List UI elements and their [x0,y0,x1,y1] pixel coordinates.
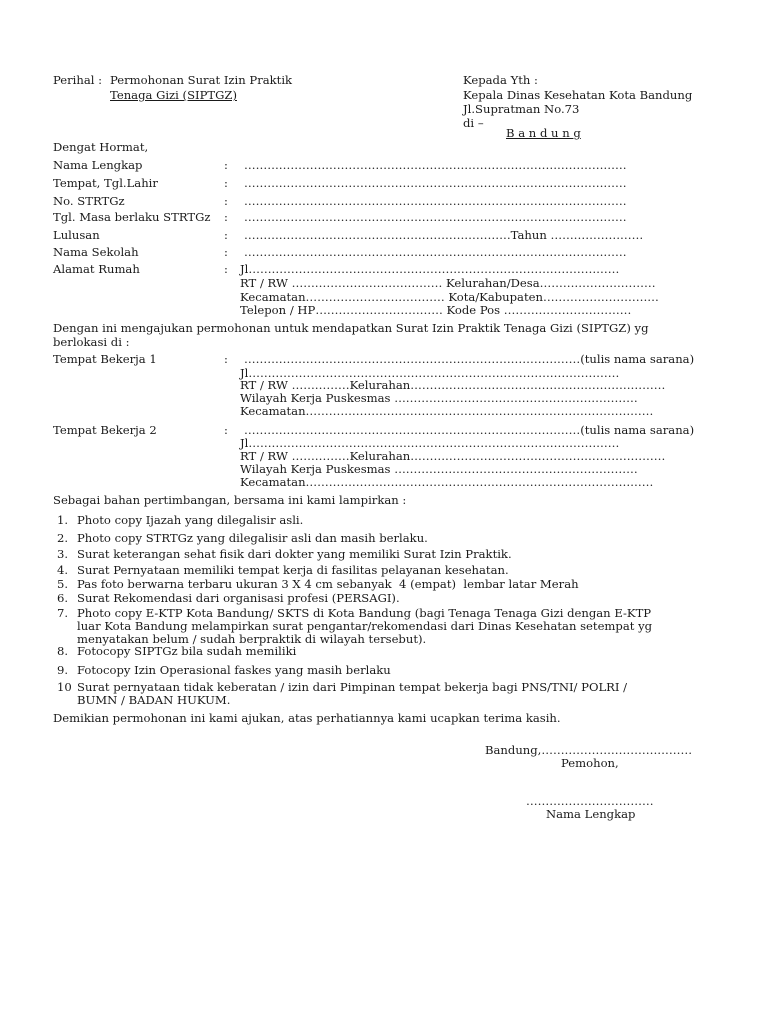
perihal-line-1: Permohonan Surat Izin Praktik [110,73,293,87]
workplace-label: Tempat Bekerja 1 [53,352,157,366]
list-item: Fotocopy SIPTGz bila sudah memiliki [77,644,297,658]
list-number: 7. [57,606,69,620]
alamat-line[interactable]: Kecamatan……………………………… Kota/Kabupaten………………………… [240,290,659,304]
workplace-detail[interactable]: Wilayah Kerja Puskesmas ……………………………………………………… [240,462,638,476]
workplace-name-line[interactable]: ……………………………………………………………………………(tulis nama sarana) [244,423,695,437]
field-label: Tempat, Tgl.Lahir [53,176,158,190]
field-colon: : [224,158,228,172]
list-number: 2. [57,531,69,545]
workplace-detail[interactable]: Kecamatan……………………………………………………………………………… [240,475,654,489]
list-item: Fotocopy Izin Operasional faskes yang masih berlaku [77,663,391,677]
workplace-detail[interactable]: Jl…………………………………………………………………………………… [240,366,620,380]
field-value[interactable]: ……………………………………………………………………………………… [244,245,627,259]
greeting: Dengat Hormat, [53,140,149,154]
list-item: Surat Pernyataan memiliki tempat kerja di fasilitas pelayanan kesehatan. [77,563,509,577]
field-value[interactable]: ……………………………………………………………Tahun …………………… [244,228,644,242]
field-label: No. STRTGz [53,194,125,208]
perihal-line-2: Tenaga Gizi (SIPTGZ) [110,88,237,102]
list-item: Photo copy Ijazah yang dilegalisir asli. [77,513,304,527]
field-label: Alamat Rumah [53,262,140,276]
list-number: 5. [57,577,69,591]
field-label: Nama Lengkap [53,158,143,172]
field-value[interactable]: ……………………………………………………………………………………… [244,210,627,224]
field-colon: : [224,228,228,242]
signature-role: Pemohon, [561,756,619,770]
field-label: Tgl. Masa berlaku STRTGz [53,210,211,224]
workplace-label: Tempat Bekerja 2 [53,423,157,437]
list-number: 10 [57,680,72,694]
list-item: Photo copy E-KTP Kota Bandung/ SKTS di Kota Bandung (bagi Tenaga Tenaga Gizi dengan E-KTP [77,606,652,620]
recipient-city: B a n d u n g [506,126,581,140]
perihal-label: Perihal : [53,73,103,87]
signature-place-date[interactable]: Bandung,………………………………… [485,743,693,757]
list-number: 3. [57,547,69,561]
list-item-continued: luar Kota Bandung melampirkan surat pengantar/rekomendasi dari Dinas Kesehatan setempat yg [77,619,653,633]
list-item-continued: BUMN / BADAN HUKUM. [77,693,231,707]
list-number: 6. [57,591,69,605]
alamat-line[interactable]: Telepon / HP…………………………… Kode Pos …………………………… [240,303,632,317]
signature-line[interactable]: …………………………… [526,794,654,808]
field-value[interactable]: Jl…………………………………………………………………………………… [240,262,620,276]
workplace-detail[interactable]: Jl…………………………………………………………………………………… [240,436,620,450]
field-value[interactable]: ……………………………………………………………………………………… [244,158,627,172]
list-item: Pas foto berwarna terbaru ukuran 3 X 4 cm sebanyak 4 (empat) lembar latar Merah [77,577,579,591]
field-value[interactable]: ……………………………………………………………………………………… [244,194,627,208]
field-colon: : [224,262,228,276]
workplace-colon: : [224,423,228,437]
request-text: Dengan ini mengajukan permohonan untuk mendapatkan Surat Izin Praktik Tenaga Gizi (SIPTGZ) yg [53,321,649,335]
field-label: Lulusan [53,228,100,242]
closing-text: Demikian permohonan ini kami ajukan, atas perhatiannya kami ucapkan terima kasih. [53,711,561,725]
signature-name: Nama Lengkap [546,807,636,821]
request-text: berlokasi di : [53,335,130,349]
workplace-detail[interactable]: Wilayah Kerja Puskesmas ……………………………………………………… [240,391,638,405]
di-label: di – [463,116,484,130]
list-item: Surat Rekomendasi dari organisasi profesi (PERSAGI). [77,591,400,605]
list-item: Surat pernyataan tidak keberatan / izin dari Pimpinan tempat bekerja bagi PNS/TNI/ POLRI / [77,680,628,694]
list-item: Photo copy STRTGz yang dilegalisir asli dan masih berlaku. [77,531,428,545]
recipient: Kepala Dinas Kesehatan Kota Bandung [463,88,693,102]
workplace-detail[interactable]: RT / RW ……………Kelurahan………………………………………………………… [240,449,666,463]
list-number: 9. [57,663,69,677]
field-value[interactable]: ……………………………………………………………………………………… [244,176,627,190]
field-label: Nama Sekolah [53,245,139,259]
list-number: 1. [57,513,69,527]
list-item: Surat keterangan sehat fisik dari dokter yang memiliki Surat Izin Praktik. [77,547,512,561]
field-colon: : [224,210,228,224]
kepada-label: Kepada Yth : [463,73,538,87]
list-item-continued: menyatakan belum / sudah berpraktik di wilayah tersebut). [77,632,427,646]
list-number: 8. [57,644,69,658]
workplace-colon: : [224,352,228,366]
recipient-address: Jl.Supratman No.73 [463,102,580,116]
list-number: 4. [57,563,69,577]
alamat-line[interactable]: RT / RW ………………………………… Kelurahan/Desa………………………… [240,276,656,290]
field-colon: : [224,245,228,259]
workplace-name-line[interactable]: ……………………………………………………………………………(tulis nama sarana) [244,352,695,366]
workplace-detail[interactable]: Kecamatan……………………………………………………………………………… [240,404,654,418]
workplace-detail[interactable]: RT / RW ……………Kelurahan………………………………………………………… [240,378,666,392]
attachments-intro: Sebagai bahan pertimbangan, bersama ini kami lampirkan : [53,493,407,507]
field-colon: : [224,176,228,190]
field-colon: : [224,194,228,208]
